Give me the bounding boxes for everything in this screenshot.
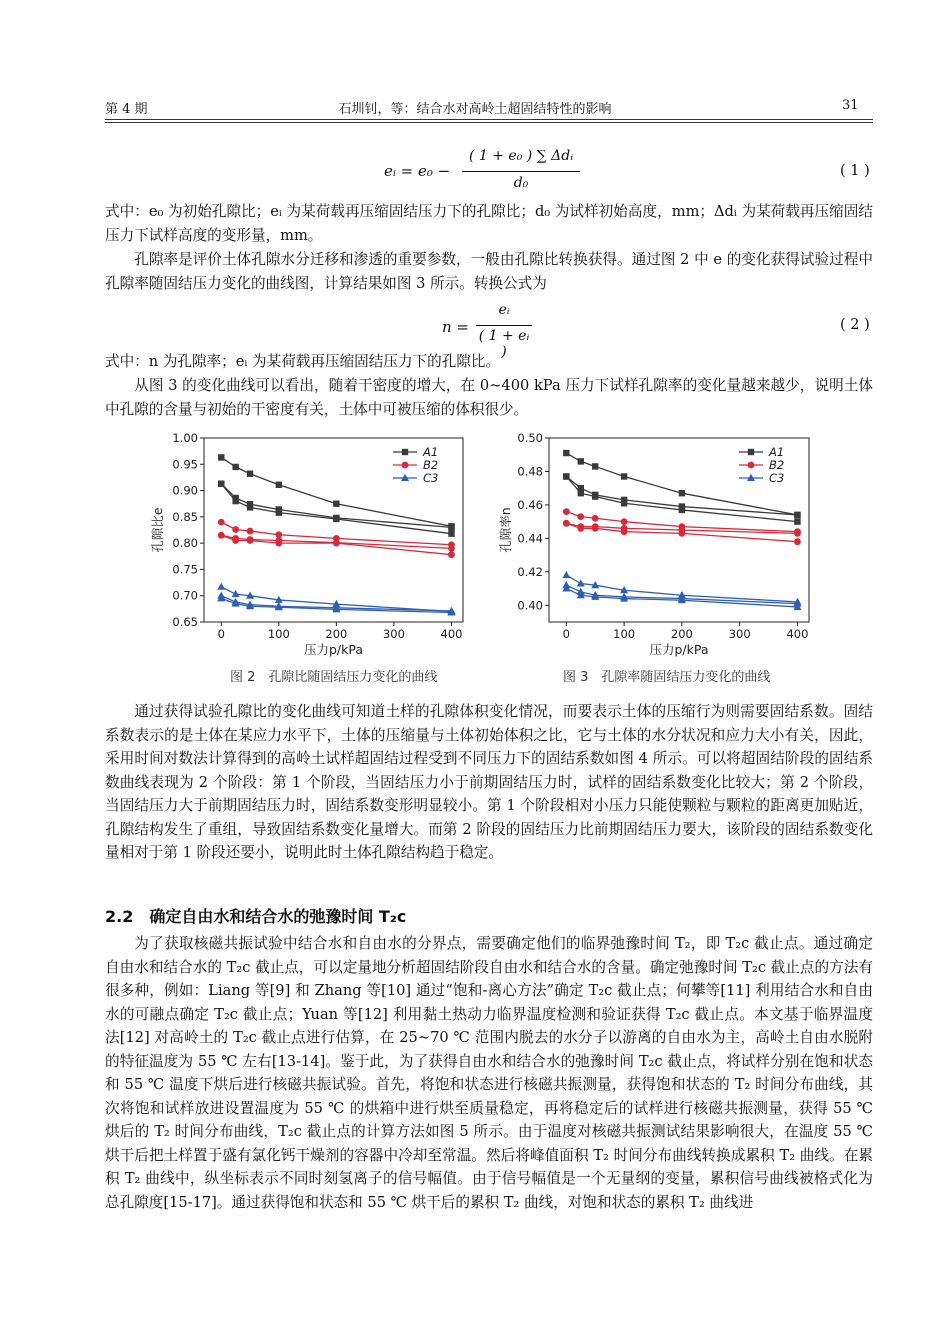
legend-label: B2: [423, 458, 439, 472]
y-tick-label: 0.48: [517, 464, 543, 479]
y-tick-label: 0.50: [517, 431, 543, 445]
data-point: [276, 482, 282, 488]
y-axis-label: 孔隙比e: [150, 507, 165, 553]
data-point: [794, 512, 800, 518]
legend-label: B2: [769, 458, 785, 472]
y-tick-label: 1.00: [172, 431, 198, 445]
equation-2-numerator: eᵢ: [498, 302, 510, 318]
series-line: [221, 484, 451, 534]
data-point: [218, 532, 225, 539]
x-tick-label: 400: [440, 627, 463, 641]
data-point: [592, 463, 598, 469]
legend-label: C3: [423, 471, 439, 485]
legend-marker: [402, 462, 409, 469]
y-tick-label: 0.46: [517, 497, 543, 512]
data-point: [592, 525, 599, 532]
data-point: [232, 464, 238, 470]
data-point: [276, 509, 282, 515]
equation-1-lhs: eᵢ = e₀ −: [384, 162, 451, 180]
data-point: [232, 590, 240, 597]
data-point: [577, 579, 585, 586]
data-point: [232, 537, 239, 544]
paragraph-relaxation-time: 为了获取核磁共振试验中结合水和自由水的分界点，需要确定他们的临界弛豫时间 T₂，即 T₂c 截止点。通过确定自由水和结合水的 T₂c 截止点，可以定量地分析超固结阶段自由水和结合水的含量。确定弛豫时间 T₂c 截止点的方法有很多种，例如：Liang 等[9] 和 Zhang 等[10] 通过“饱和-离心方法”确定 T₂c 截止点；何攀等[11] 利用结合水和自由水的可融点确定 T₂c 截止点；Yuan 等[12] 利用黏土热动力临界温度检测和验证获得 T₂c 截止点。本文基于临界温度法[12] 对高岭土的 T₂c 截止点进行估算，在 25~70 ℃ 范围内脱去的水分子以游离的自由水为主，高岭土自由水脱附的特征温度为 55 ℃ 左右[13-14]。鉴于此，为了获得自由水和结合水的弛豫时间 T₂c 截止点，将试样分别在饱和状态和 55 ℃ 温度下烘后进行核磁共振试验。首先，将饱和状态进行核磁共振测量，获得饱和状态的 T₂ 时间分布曲线，其次将饱和试样放进设置温度为 55 ℃ 的烘箱中进行烘至质量稳定，再将稳定后的试样进行核磁共振测量，获得 55 ℃ 烘后的 T₂ 时间分布曲线，T₂c 截止点的计算方法如图 5 所示。由于温度对核磁共振测试结果影响很大，在温度 55 ℃ 烘干后把土样置于盛有氯化钙干燥剂的容器中冷却至常温。然后将峰值面积 T₂ 时间分布曲线转换成累积 T₂ 曲线。在累积 T₂ 曲线中，纵坐标表示不同时刻氢离子的信号幅值。由于信号幅值是一个无量纲的变量，累积信号曲线被格式化为总孔隙度[15-17]。通过获得饱和状态和 55 ℃ 烘干后的累积 T₂ 曲线，对饱和状态的累积 T₂ 曲线进: [105, 935, 873, 1211]
data-point: [563, 473, 569, 479]
x-tick-label: 0: [217, 627, 225, 641]
x-axis-label: 压力p/kPa: [303, 642, 364, 657]
x-tick-label: 300: [382, 627, 405, 641]
equation-1-number: ( 1 ): [840, 163, 870, 179]
y-tick-label: 0.42: [517, 564, 543, 579]
running-title: 石圳钊，等：结合水对高岭土超固结特性的影响: [338, 102, 612, 117]
data-point: [621, 500, 627, 506]
data-point: [247, 528, 254, 535]
data-point: [577, 513, 584, 520]
equation-2-denominator: ( 1 + eᵢ ): [478, 328, 530, 360]
data-point: [275, 531, 282, 538]
data-point: [275, 540, 282, 547]
y-tick-label: 0.40: [517, 598, 543, 613]
legend-label: A1: [423, 445, 439, 459]
data-point: [247, 504, 253, 510]
data-point: [794, 530, 801, 537]
data-point: [678, 530, 685, 537]
data-point: [247, 471, 253, 477]
data-point: [218, 454, 224, 460]
x-tick-label: 400: [786, 627, 809, 641]
data-point: [679, 507, 685, 513]
data-point: [562, 571, 570, 578]
legend-marker: [748, 462, 755, 469]
y-tick-label: 0.95: [172, 457, 198, 472]
y-tick-label: 0.85: [172, 509, 198, 524]
paragraph-porosity-intro: 孔隙率是评价土体孔隙水分迁移和渗透的重要参数，一般由孔隙比转换获得。通过图 2 中 e 的变化获得试验过程中孔隙率随固结压力变化的曲线图，计算结果如图 3 所示。转换公式为: [105, 251, 873, 292]
paragraph-equation-1-notes: 式中：e₀ 为初始孔隙比；eᵢ 为某荷载再压缩固结压力下的孔隙比；d₀ 为试样初始高度，mm；Δdᵢ 为某荷载再压缩固结压力下试样高度的变形量，mm。: [105, 203, 873, 244]
figure-2-caption: 图 2 孔隙比随固结压力变化的曲线: [230, 670, 438, 685]
y-tick-label: 0.70: [172, 588, 198, 603]
data-point: [563, 520, 570, 527]
y-tick-label: 0.80: [172, 536, 198, 551]
legend-label: C3: [769, 471, 785, 485]
data-point: [448, 551, 455, 558]
data-point: [578, 458, 584, 464]
data-point: [578, 490, 584, 496]
data-point: [679, 490, 685, 496]
data-point: [333, 540, 340, 547]
data-point: [794, 538, 801, 545]
data-point: [563, 450, 569, 456]
y-tick-label: 0.75: [172, 562, 198, 577]
equation-1-numerator: ( 1 + e₀ ) ∑ Δdᵢ: [468, 148, 574, 164]
x-tick-label: 200: [670, 627, 693, 641]
data-point: [563, 508, 570, 515]
legend-label: A1: [769, 445, 785, 459]
paragraph-consolidation-coefficient: 通过获得试验孔隙比的变化曲线可知道土样的孔隙体积变化情况，而要表示土体的压缩行为则需要固结系数。固结系数表示的是土体在某应力水平下，土体的压缩量与土体初始体积之比，它与土体的水分状况和应力大小有关，因此，采用时间对数法计算得到的高岭土试样超固结过程受到不同压力下的固结系数如图 4 所示。可以将超固结阶段的固结系数曲线表现为 2 个阶段：第 1 个阶段，当固结压力小于前期固结压力时，试样的固结系数变化比较大；第 2 个阶段，当固结压力大于前期固结压力时，固结系数变形明显较小。第 1 个阶段相对小压力只能使颗粒与颗粒的距离更加贴近，孔隙结构发生了重组，导致固结系数变化量增大。而第 2 阶段的固结压力比前期固结压力要大，该阶段的固结系数变化量相对于第 1 阶段还要小，说明此时土体孔隙结构趋于稳定。: [105, 703, 873, 861]
data-point: [218, 519, 225, 526]
data-point: [448, 530, 454, 536]
data-point: [448, 545, 455, 552]
data-point: [621, 528, 628, 535]
data-point: [217, 583, 225, 590]
x-tick-label: 300: [728, 627, 751, 641]
legend-marker: [402, 449, 408, 455]
data-point: [218, 481, 224, 487]
figure-3-chart: [498, 431, 809, 657]
x-tick-label: 100: [613, 627, 636, 641]
data-point: [577, 525, 584, 532]
equation-1-denominator: d₀: [513, 175, 529, 191]
y-tick-label: 0.44: [517, 531, 543, 546]
data-point: [794, 518, 800, 524]
data-point: [247, 537, 254, 544]
y-tick-label: 0.65: [172, 615, 198, 629]
data-point: [333, 516, 339, 522]
data-point: [592, 515, 599, 522]
x-tick-label: 0: [562, 627, 570, 641]
y-tick-label: 0.90: [172, 483, 198, 498]
data-point: [232, 498, 238, 504]
data-point: [621, 518, 628, 525]
figure-2-chart: [150, 431, 463, 657]
paragraph-equation-2-notes: 式中：n 为孔隙率；eᵢ 为某荷载再压缩固结压力下的孔隙比。: [105, 353, 501, 370]
equation-2-number: ( 2 ): [840, 317, 870, 333]
equation-2-lhs: n =: [442, 318, 469, 336]
figure-3-caption: 图 3 孔隙率随固结压力变化的曲线: [563, 670, 771, 685]
data-point: [621, 473, 627, 479]
journal-issue: 第 4 期: [105, 102, 148, 117]
x-axis-label: 压力p/kPa: [649, 642, 709, 657]
paragraph-figure-3-discussion: 从图 3 的变化曲线可以看出，随着干密度的增大，在 0~400 kPa 压力下试样孔隙率的变化量越来越少，说明土体中孔隙的含量与初始的干密度有关，土体中可被压缩的体积很少。: [105, 377, 873, 418]
data-point: [592, 493, 598, 499]
page-number: 31: [842, 98, 859, 113]
series-line: [566, 476, 797, 521]
x-tick-label: 200: [325, 627, 348, 641]
data-point: [448, 524, 454, 530]
x-tick-label: 100: [267, 627, 290, 641]
section-2-2-heading: 2.2 确定自由水和结合水的弛豫时间 T₂c: [105, 907, 407, 926]
data-point: [333, 501, 339, 507]
data-point: [232, 526, 239, 533]
y-axis-label: 孔隙率n: [498, 507, 513, 553]
legend-marker: [748, 449, 754, 455]
